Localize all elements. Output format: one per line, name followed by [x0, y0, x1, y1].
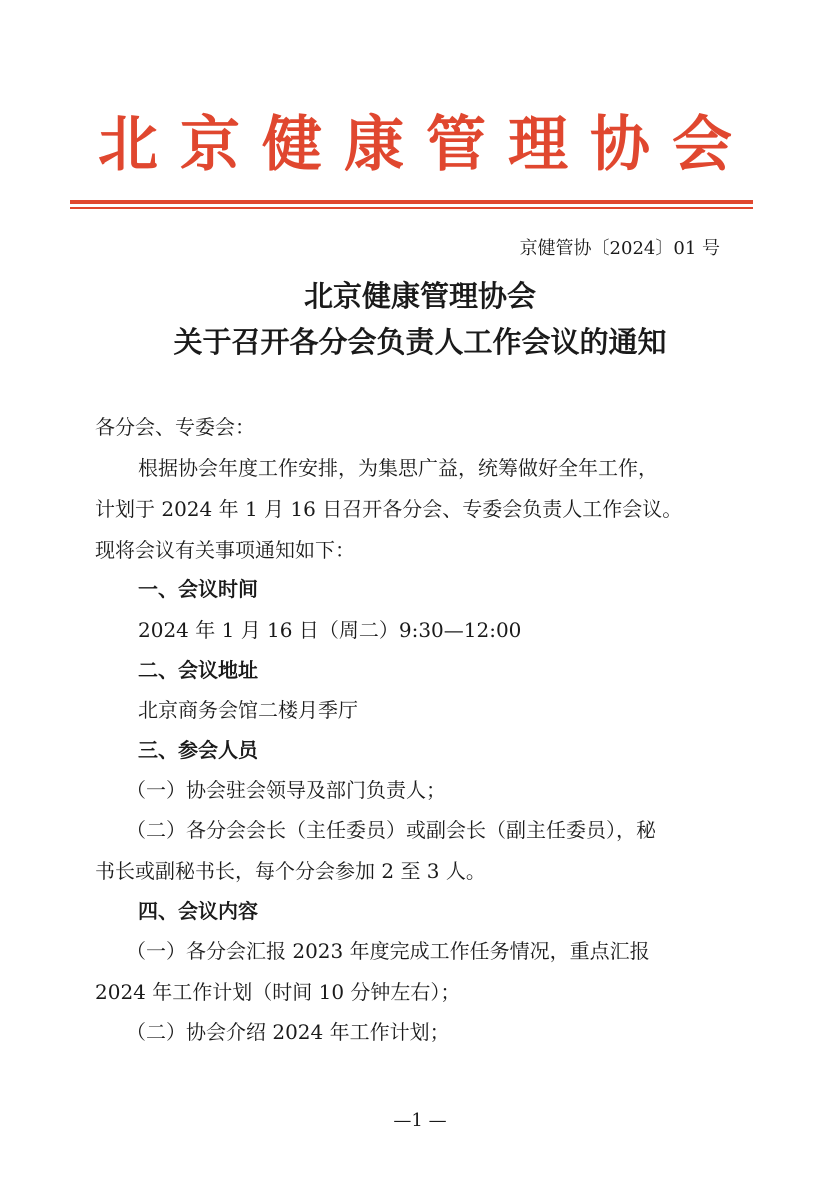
content-item-continued: 2024 年工作计划（时间 10 分钟左右）； [95, 980, 461, 1004]
section-heading-attendees: 三、参会人员 [138, 738, 258, 762]
page-number: —1 — [393, 1110, 447, 1131]
document-title-line-2: 关于召开各分会负责人工作会议的通知 [173, 325, 667, 359]
content-item: （二）协会介绍 2024 年工作计划； [126, 1020, 450, 1044]
masthead-org-name: 北京健康管理协会 [98, 110, 754, 180]
attendees-item-continued: 书长或副秘书长，每个分会参加 2 至 3 人。 [95, 859, 486, 883]
content-item: （一）各分会汇报 2023 年度完成工作任务情况，重点汇报 [126, 939, 650, 963]
attendees-item: （一）协会驻会领导及部门负责人； [126, 778, 446, 802]
document-title-line-1: 北京健康管理协会 [303, 279, 536, 313]
intro-line: 根据协会年度工作安排，为集思广益，统筹做好全年工作， [138, 456, 658, 480]
document-number: 京健管协〔2024〕01 号 [519, 238, 720, 259]
section-heading-meeting-time: 一、会议时间 [138, 577, 258, 601]
meeting-time-value: 2024 年 1 月 16 日（周二）9:30—12:00 [138, 618, 522, 642]
attendees-item: （二）各分会会长（主任委员）或副会长（副主任委员），秘 [126, 818, 656, 842]
masthead-rule-thin [70, 207, 753, 209]
meeting-address-value: 北京商务会馆二楼月季厅 [138, 698, 358, 722]
section-heading-meeting-address: 二、会议地址 [138, 658, 258, 682]
intro-line: 现将会议有关事项通知如下： [95, 538, 355, 562]
salutation: 各分会、专委会： [95, 415, 255, 439]
intro-line: 计划于 2024 年 1 月 16 日召开各分会、专委会负责人工作会议。 [95, 497, 683, 521]
masthead-rule-thick [70, 200, 753, 204]
section-heading-meeting-content: 四、会议内容 [138, 899, 258, 923]
